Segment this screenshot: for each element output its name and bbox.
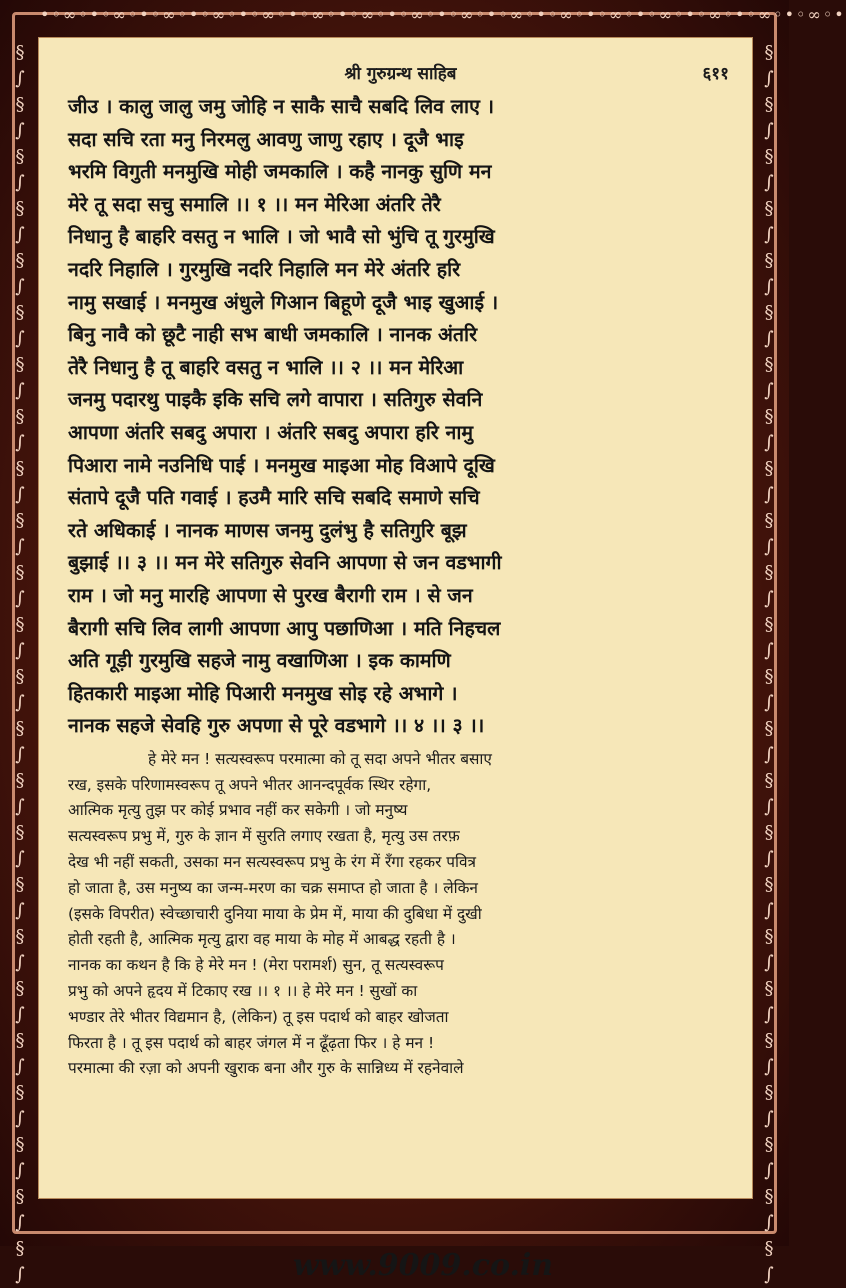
hindi-meaning-text <box>68 747 733 1082</box>
gurbani-line: संतापे दूजै पति गवाई । हउमै मारि सचि सबदि समाणे सचि <box>68 486 480 510</box>
gurbani-line: नामु सखाई । मनमुख अंधुले गिआन बिहूणे दूजै भाइ खुआई । <box>68 290 499 314</box>
gurbani-line: नदरि निहालि । गुरमुखि नदरि निहालि मन मेरे अंतरि हरि <box>68 257 461 281</box>
page-header <box>68 55 733 85</box>
gurbani-line: नानक सहजे सेवहि गुरु अपणा से पूरे वडभागे ।। ४ ।। ३ ।। <box>68 714 485 738</box>
left-ornament-border: § ∫ § ∫ § ∫ § ∫ § ∫ § ∫ § ∫ § ∫ § ∫ § ∫ § ∫ § ∫ § ∫ § ∫ § ∫ § ∫ § ∫ § ∫ § ∫ § ∫ § ∫ § ∫ § ∫ § ∫ <box>15 42 25 1285</box>
gurbani-line: हितकारी माइआ मोहि पिआरी मनमुख सोइ रहे अभागे । <box>68 681 458 705</box>
meaning-line: रख, इसके परिणामस्वरूप तू अपने भीतर आनन्दपूर्वक स्थिर रहेगा, <box>68 775 432 794</box>
gurbani-line: भरमि विगुती मनमुखि मोही जमकालि । कहै नानकु सुणि मन <box>68 160 492 184</box>
meaning-line: सत्यस्वरूप प्रभु में, गुरु के ज्ञान में सुरति लगाए रखता है, मृत्यु उस तरफ़ <box>68 827 460 846</box>
meaning-line: प्रभु को अपने हृदय में टिकाए रख ।। १ ।। हे मेरे मन ! सुखों का <box>68 982 418 1001</box>
gurbani-line: सदा सचि रता मनु निरमलु आवणु जाणु रहाए । दूजै भाइ <box>68 127 464 151</box>
meaning-line: हो जाता है, उस मनुष्य का जन्म-मरण का चक्र समाप्त हो जाता है । लेकिन <box>68 878 478 897</box>
meaning-line: (इसके विपरीत) स्वेच्छाचारी दुनिया माया के प्रेम में, माया की दुबिधा में दुखी <box>68 904 482 923</box>
page-title: श्री गुरुग्रन्थ साहिब <box>344 64 457 84</box>
right-ornament-border: § ∫ § ∫ § ∫ § ∫ § ∫ § ∫ § ∫ § ∫ § ∫ § ∫ § ∫ § ∫ § ∫ § ∫ § ∫ § ∫ § ∫ § ∫ § ∫ § ∫ § ∫ § ∫ § ∫ § ∫ <box>764 42 774 1285</box>
website-url: www.9009.co.in <box>292 1248 554 1283</box>
meaning-line: हे मेरे मन ! सत्यस्वरूप परमात्मा को तू सदा अपने भीतर बसाए <box>148 749 492 768</box>
gurbani-line: अति गूड़ी गुरमुखि सहजे नामु वखाणिआ । इक कामणि <box>68 649 451 673</box>
top-ornament-border: •◦∞◦•◦∞◦•◦∞◦•◦∞◦•◦∞◦•◦∞◦•◦∞◦•◦∞◦•◦∞◦•◦∞◦•◦∞◦•◦∞◦•◦∞◦•◦∞◦•◦∞◦•◦∞◦• <box>40 5 846 24</box>
meaning-line: नानक का कथन है कि हे मेरे मन ! (मेरा परामर्श) सुन, तू सत्यस्वरूप <box>68 956 444 975</box>
gurbani-line: रते अधिकाई । नानक माणस जनमु दुलंभु है सतिगुरि बूझ <box>68 518 467 542</box>
gurbani-line: आपणा अंतरि सबदु अपारा । अंतरि सबदु अपारा हरि नामु <box>68 420 474 444</box>
meaning-line: देख भी नहीं सकती, उसका मन सत्यस्वरूप प्रभु के रंग में रँगा रहकर पवित्र <box>68 853 477 872</box>
gurbani-line: तेरै निधानु है तू बाहरि वसतु न भालि ।। २ ।। मन मेरिआ <box>68 355 464 379</box>
gurbani-line: बैरागी सचि लिव लागी आपणा आपु पछाणिआ । मति निहचल <box>68 616 501 640</box>
gurbani-line: जनमु पदारथु पाइकै इकि सचि लगे वापारा । सतिगुरु सेवनि <box>68 388 483 412</box>
meaning-line: परमात्मा की रज़ा को अपनी खुराक बना और गुरु के सान्निध्य में रहनेवाले <box>68 1059 464 1078</box>
gurbani-line: मेरे तू सदा सचु समालि ।। १ ।। मन मेरिआ अंतरि तेरै <box>68 192 441 216</box>
meaning-line: फिरता है । तू इस पदार्थ को बाहर जंगल में न ढूँढ़ता फिर । हे मन ! <box>68 1033 435 1052</box>
scripture-page <box>38 37 753 1199</box>
gurbani-line: निधानु है बाहरि वसतु न भालि । जो भावै सो भुंचि तू गुरमुखि <box>68 225 495 249</box>
gurbani-line: पिआरा नामे नउनिधि पाई । मनमुख माइआ मोह विआपे दूखि <box>68 453 495 477</box>
gurbani-line: जीउ । कालु जालु जमु जोहि न साकै साचै सबदि लिव लाए । <box>68 95 495 118</box>
meaning-line: होती रहती है, आत्मिक मृत्यु द्वारा वह माया के मोह में आबद्ध रहती है । <box>68 930 456 949</box>
meaning-line: भण्डार तेरे भीतर विद्यमान है, (लेकिन) तू इस पदार्थ को बाहर खोजता <box>68 1007 449 1026</box>
page-number: ६११ <box>702 64 729 84</box>
gurbani-line: बुझाई ।। ३ ।। मन मेरे सतिगुरु सेवनि आपणा से जन वडभागी <box>68 551 502 575</box>
gurbani-line: राम । जो मनु मारहि आपणा से पुरख बैरागी राम । से जन <box>68 583 473 607</box>
gurbani-line: बिनु नावै को छूटै नाही सभ बाधी जमकालि । नानक अंतरि <box>68 323 478 347</box>
meaning-line: आत्मिक मृत्यु तुझ पर कोई प्रभाव नहीं कर सकेगी । जो मनुष्य <box>68 801 408 820</box>
gurbani-text <box>68 91 733 743</box>
